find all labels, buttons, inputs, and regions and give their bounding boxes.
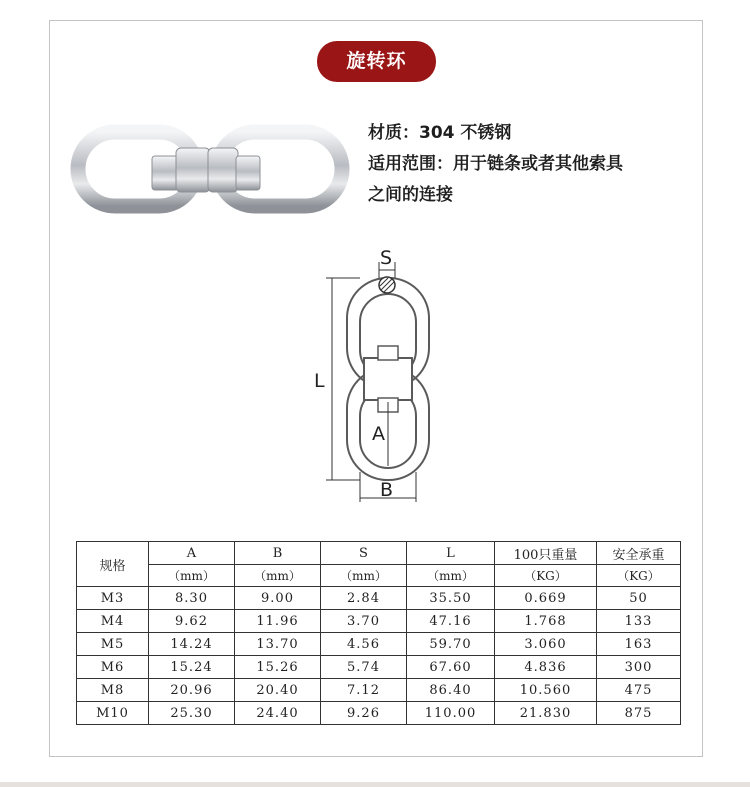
material-text: 材质：304 不锈钢 — [368, 123, 512, 143]
spec-cell: M10 — [77, 702, 149, 725]
value-cell: 47.16 — [407, 610, 495, 633]
swivel-photo — [68, 118, 352, 222]
table-row — [77, 587, 681, 610]
spec-cell: M8 — [77, 679, 149, 702]
value-cell: 20.40 — [235, 679, 321, 702]
table-header-row — [77, 542, 681, 565]
value-cell: 4.836 — [495, 656, 597, 679]
value-cell: 1.768 — [495, 610, 597, 633]
value-cell: 67.60 — [407, 656, 495, 679]
value-cell: 4.56 — [321, 633, 407, 656]
usage-text-cont: 之间的连接 — [368, 185, 453, 205]
value-cell: 133 — [597, 610, 681, 633]
value-cell: 13.70 — [235, 633, 321, 656]
value-cell: 110.00 — [407, 702, 495, 725]
dim-label-a: A — [372, 423, 385, 445]
header-cell: B — [235, 542, 321, 565]
value-cell: 3.70 — [321, 610, 407, 633]
header-cell: S — [321, 542, 407, 565]
spec-table — [76, 541, 681, 725]
dim-label-s: S — [380, 247, 393, 269]
value-cell: 59.70 — [407, 633, 495, 656]
table-row — [77, 702, 681, 725]
value-cell: 475 — [597, 679, 681, 702]
value-cell: 35.50 — [407, 587, 495, 610]
value-cell: 14.24 — [149, 633, 235, 656]
value-cell: 163 — [597, 633, 681, 656]
value-cell: 875 — [597, 702, 681, 725]
value-cell: 0.669 — [495, 587, 597, 610]
value-cell: 15.24 — [149, 656, 235, 679]
value-cell: 25.30 — [149, 702, 235, 725]
spec-cell: M6 — [77, 656, 149, 679]
value-cell: 9.62 — [149, 610, 235, 633]
product-title-badge: 旋转环 — [317, 41, 436, 82]
value-cell: 86.40 — [407, 679, 495, 702]
dim-label-b: B — [380, 479, 394, 501]
dimension-diagram — [300, 240, 470, 510]
bottom-divider — [0, 782, 750, 787]
spec-description — [368, 118, 688, 211]
dim-label-l: L — [314, 370, 325, 392]
unit-cell: （mm） — [149, 565, 235, 587]
value-cell: 20.96 — [149, 679, 235, 702]
unit-cell: （mm） — [235, 565, 321, 587]
value-cell: 21.830 — [495, 702, 597, 725]
value-cell: 10.560 — [495, 679, 597, 702]
value-cell: 24.40 — [235, 702, 321, 725]
unit-cell: （mm） — [407, 565, 495, 587]
value-cell: 15.26 — [235, 656, 321, 679]
unit-cell: （mm） — [321, 565, 407, 587]
value-cell: 3.060 — [495, 633, 597, 656]
table-unit-row — [77, 565, 681, 587]
value-cell: 8.30 — [149, 587, 235, 610]
spec-cell: M5 — [77, 633, 149, 656]
value-cell: 50 — [597, 587, 681, 610]
header-cell: L — [407, 542, 495, 565]
value-cell: 2.84 — [321, 587, 407, 610]
value-cell: 5.74 — [321, 656, 407, 679]
value-cell: 11.96 — [235, 610, 321, 633]
header-cell: 100只重量 — [495, 542, 597, 565]
table-row — [77, 610, 681, 633]
spec-cell: M4 — [77, 610, 149, 633]
value-cell: 300 — [597, 656, 681, 679]
unit-cell: （KG） — [495, 565, 597, 587]
table-row — [77, 633, 681, 656]
usage-text: 适用范围：用于链条或者其他索具 — [368, 154, 623, 174]
value-cell: 9.26 — [321, 702, 407, 725]
header-cell: A — [149, 542, 235, 565]
spec-header-cell: 规格 — [77, 542, 149, 587]
value-cell: 9.00 — [235, 587, 321, 610]
table-row — [77, 679, 681, 702]
spec-cell: M3 — [77, 587, 149, 610]
value-cell: 7.12 — [321, 679, 407, 702]
header-cell: 安全承重 — [597, 542, 681, 565]
unit-cell: （KG） — [597, 565, 681, 587]
table-row — [77, 656, 681, 679]
